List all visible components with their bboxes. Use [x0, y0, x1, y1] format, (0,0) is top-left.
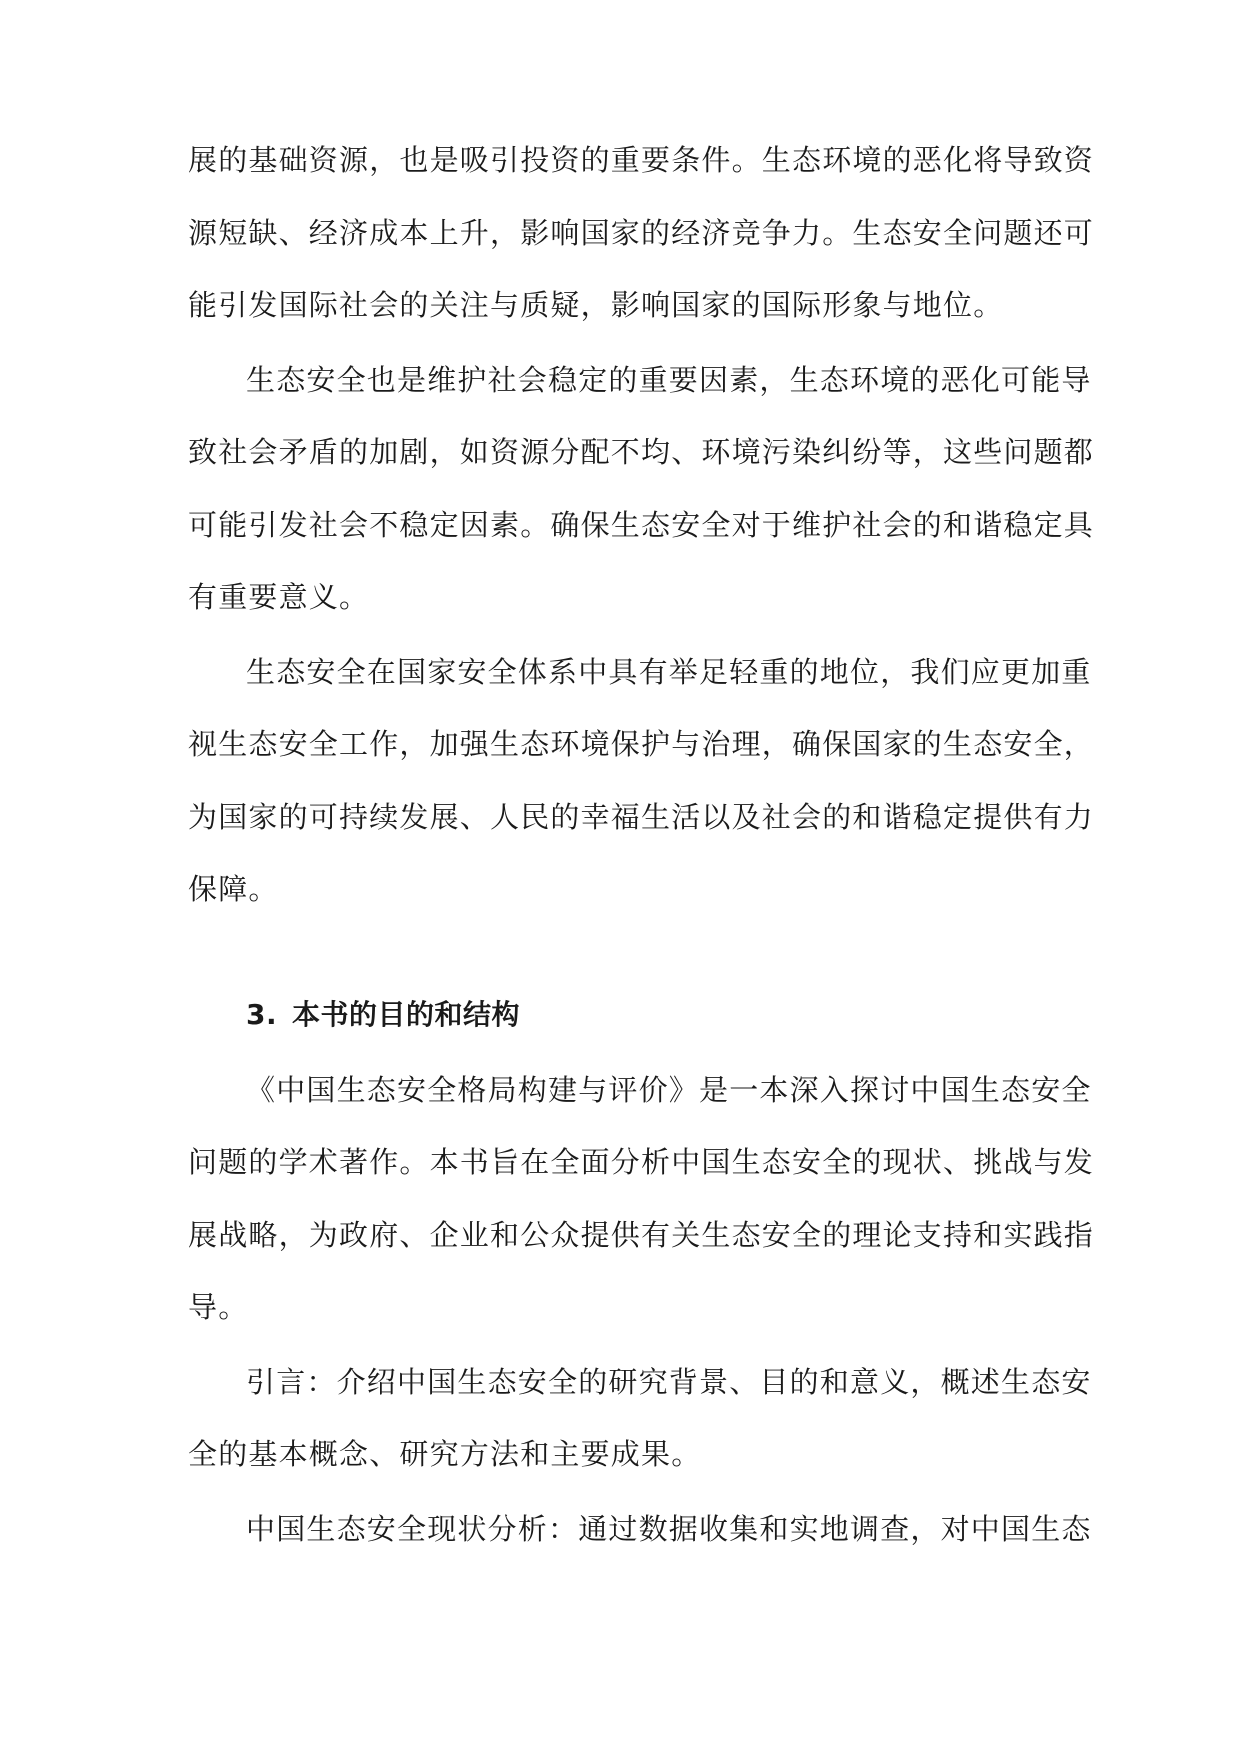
paragraph: [188, 1072, 1095, 1326]
text-line: 《中国生态安全格局构建与评价》是一本深入探讨中国生态安全: [246, 1072, 1092, 1107]
paragraph: [188, 1364, 1092, 1473]
text-line: 生态安全在国家安全体系中具有举足轻重的地位，我们应更加重: [246, 654, 1092, 689]
text-line: 可能引发社会不稳定因素。确保生态安全对于维护社会的和谐稳定具: [188, 507, 1095, 542]
paragraph: [188, 142, 1095, 323]
paragraph: [188, 1511, 1092, 1547]
text-line: 保障。: [188, 872, 279, 906]
text-line: 中国生态安全现状分析：通过数据收集和实地调查，对中国生态: [246, 1511, 1092, 1546]
text-line: 问题的学术著作。本书旨在全面分析中国生态安全的现状、挑战与发: [188, 1145, 1095, 1179]
text-line: 生态安全也是维护社会稳定的重要因素，生态环境的恶化可能导: [246, 362, 1092, 397]
text-line: 为国家的可持续发展、人民的幸福生活以及社会的和谐稳定提供有力: [188, 799, 1095, 834]
text-body: [188, 142, 1095, 1547]
text-line: 导。: [188, 1290, 249, 1324]
text-line: 源短缺、经济成本上升，影响国家的经济竞争力。生态安全问题还可: [188, 215, 1095, 250]
section-heading: [188, 997, 1058, 1033]
text-line: 展的基础资源，也是吸引投资的重要条件。生态环境的恶化将导致资: [188, 143, 1095, 177]
paragraph: [188, 654, 1095, 908]
text-line: 致社会矛盾的加剧，如资源分配不均、环境污染纠纷等，这些问题都: [188, 435, 1095, 469]
section-number: 3.: [246, 998, 278, 1031]
text-line: 有重要意义。: [188, 580, 370, 614]
text-line: 引言：介绍中国生态安全的研究背景、目的和意义，概述生态安: [246, 1364, 1092, 1399]
text-line: 能引发国际社会的关注与质疑，影响国家的国际形象与地位。: [188, 288, 1004, 322]
section-title: 本书的目的和结构: [292, 998, 521, 1031]
text-line: 视生态安全工作，加强生态环境保护与治理，确保国家的生态安全，: [188, 727, 1095, 761]
text-line: 全的基本概念、研究方法和主要成果。: [188, 1437, 702, 1471]
paragraph: [188, 362, 1095, 616]
text-line: 展战略，为政府、企业和公众提供有关生态安全的理论支持和实践指: [188, 1217, 1095, 1252]
